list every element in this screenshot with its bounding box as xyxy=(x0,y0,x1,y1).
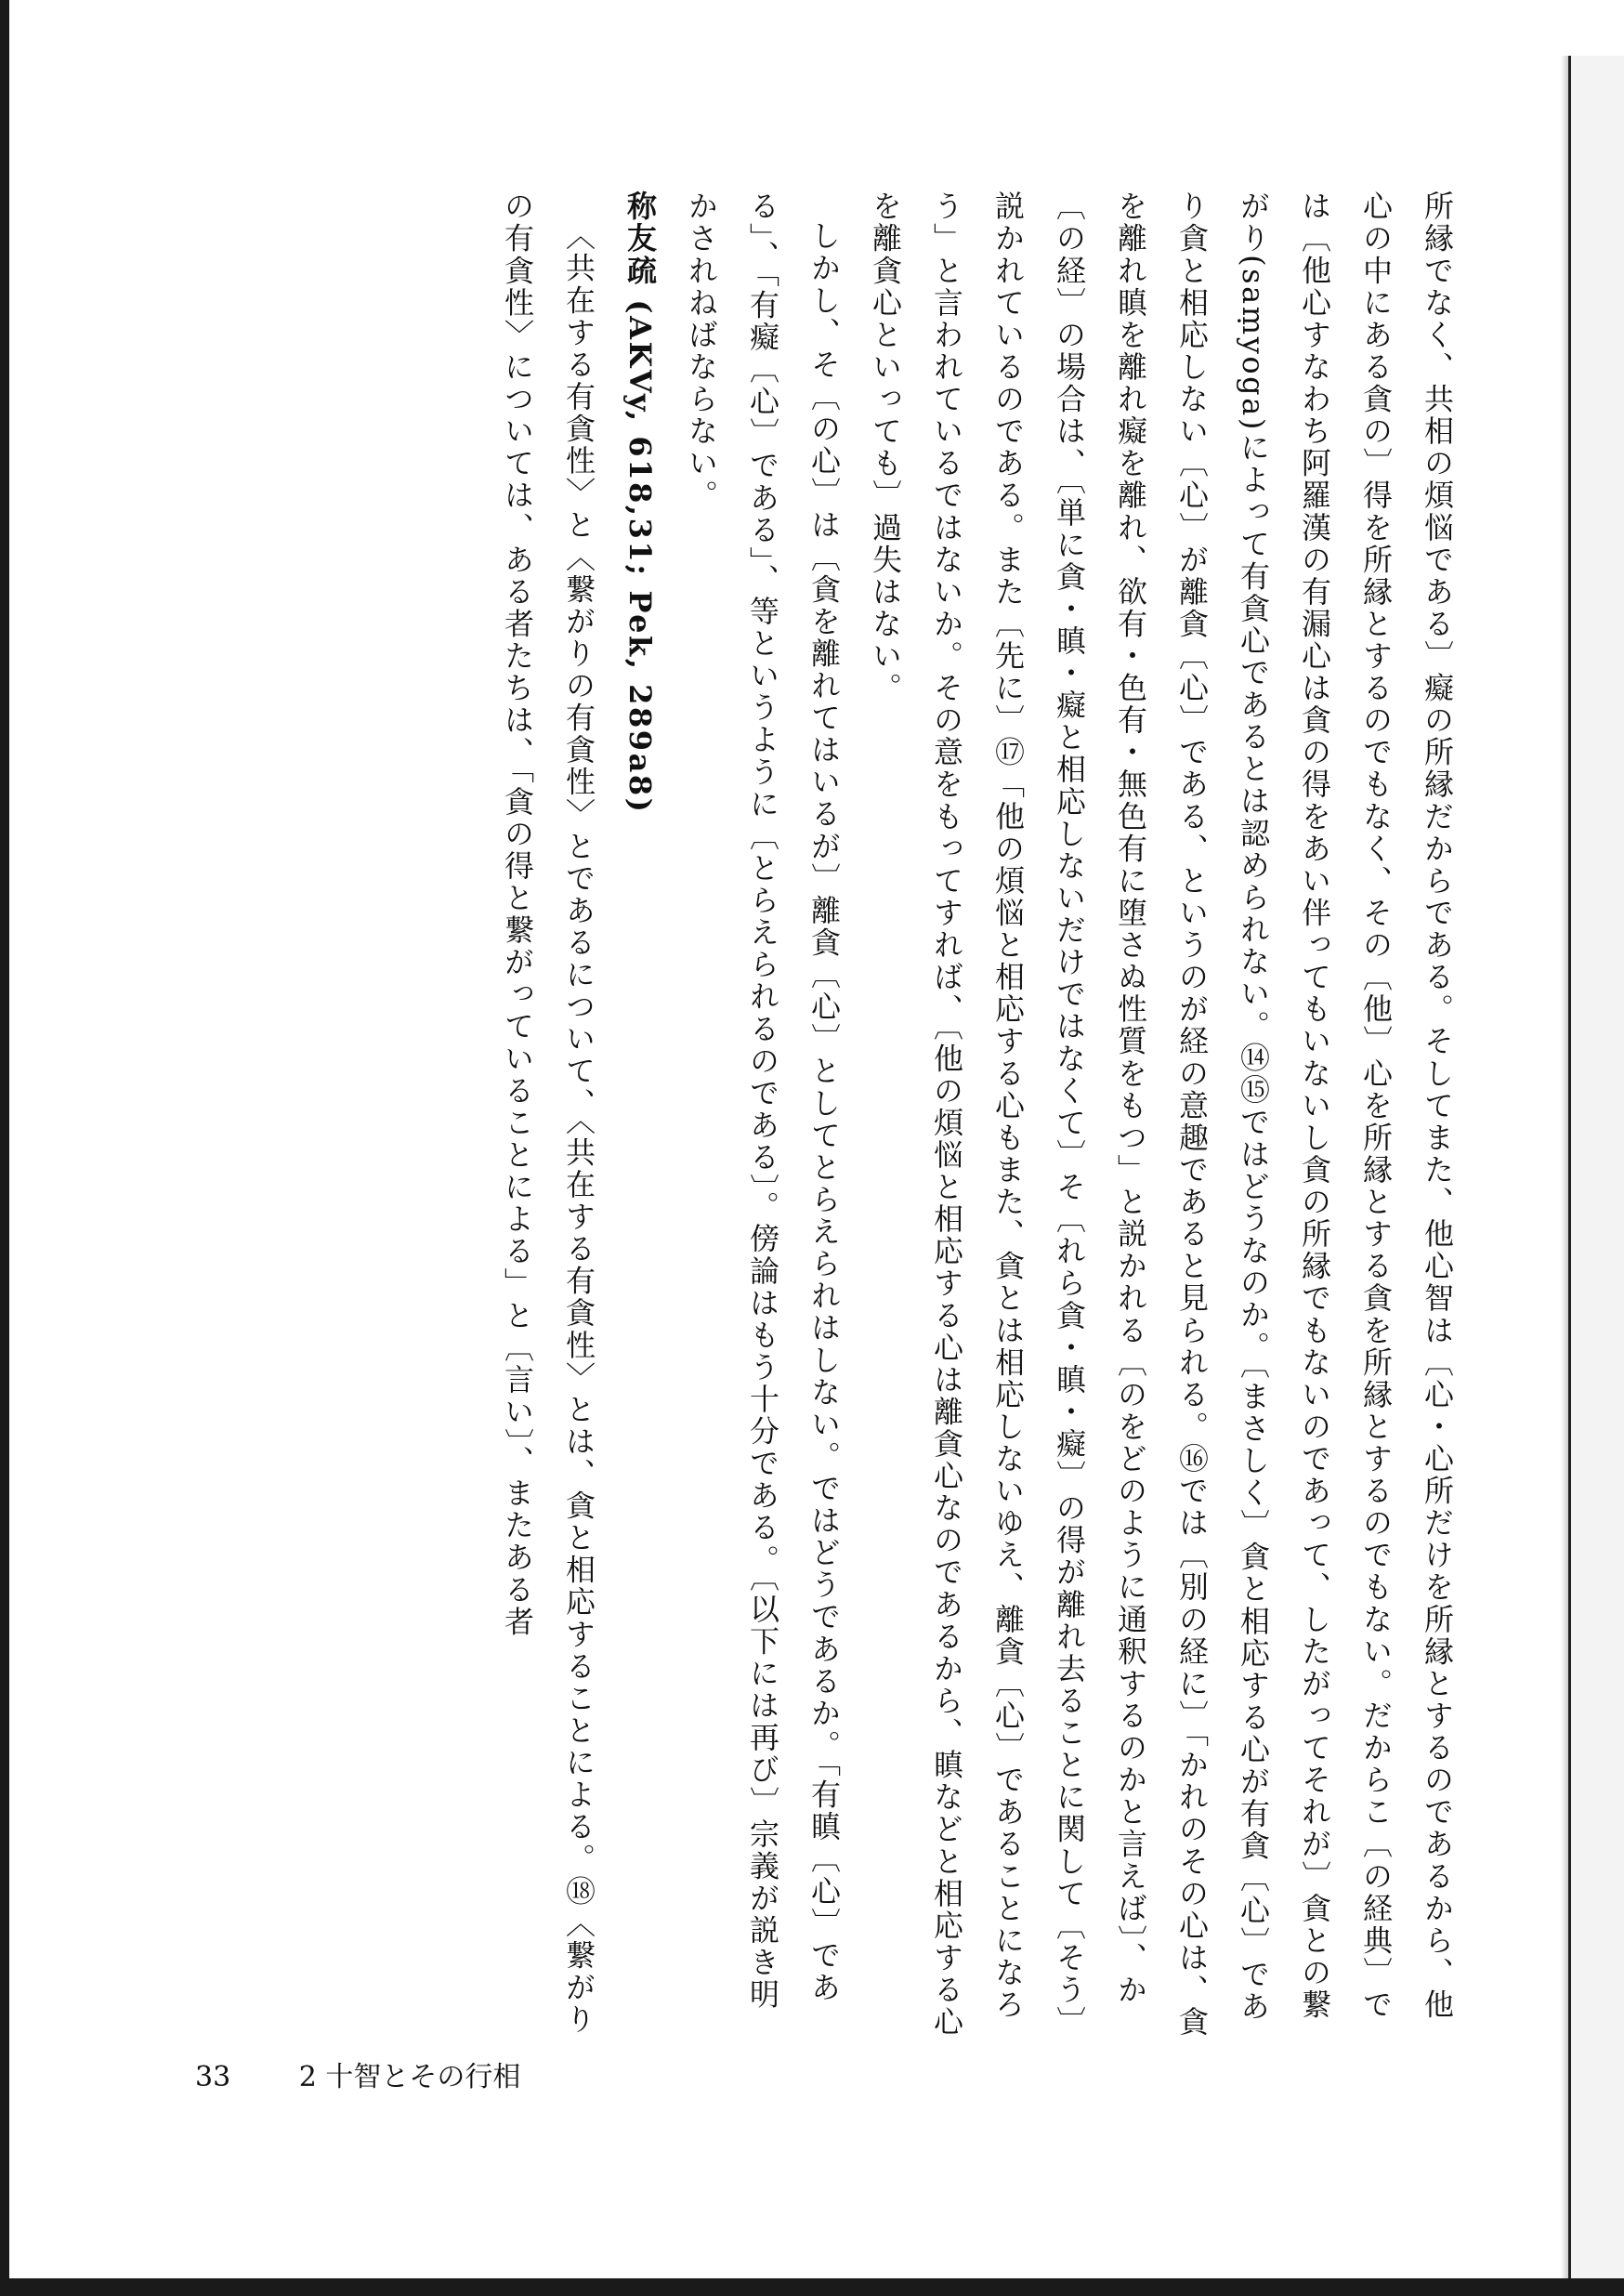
paragraph-1: 所縁でなく、共相の煩悩である〕癡の所縁だからである。そしてまた、他心智は〔心・心所だけを所縁とするのであるから、他心の中にある貪の〕得を所縁とするのでもなく、その〔他〕心を所縁とする貪を所縁とするのでもない。だからこ〔の経典〕では〔他心すなわち阿羅漢の有漏心は貪の得をあい伴ってもいないし貪の所縁でもないのであって、したがってそれが〕貪との繋がり(saṃyoga)によって有貪心であるとは認められない。⑭⑮ではどうなのか。〔まさしく〕貪と相応する心が有貪〔心〕であり貪と相応しない〔心〕が離貪〔心〕である、というのが経の意趣であると見られる。⑯では〔別の経に〕「かれのその心は、貪を離れ瞋を離れ癡を離れ、欲有・色有・無色有に堕さぬ性質をもつ」と説かれる〔のをどのように通釈するのかと言えば〕、か〔の経〕の場合は、〔単に貪・瞋・癡と相応しないだけではなくて〕そ〔れら貪・瞋・癡〕の得が離れ去ることに関して〔そう〕説かれているのである。また〔先に〕⑰「他の煩悩と相応する心もまた、貪とは相応しないゆえ、離貪〔心〕であることになろう」と言われているではないか。その意をもってすれば、〔他の煩悩と相応する心は離貪心なのであるから、瞋などと相応する心を離貪心といっても〕過失はない。 xyxy=(868,190,1455,2039)
vertical-text-body xyxy=(330,190,1468,2040)
page-fold-shadow xyxy=(1561,56,1568,2278)
scan-edge-bottom xyxy=(0,2278,1624,2296)
page-number: 33 xyxy=(195,2061,231,2093)
scan-edge-right xyxy=(1568,56,1624,2278)
paragraph-3: 〈共在する有貪性〉と〈繋がりの有貪性〉とであるについて、〈共在する有貪性〉とは、貪と相応することによる。⑱〈繋がりの有貪性〉については、ある者たちは、「貪の得と繋がっていることによる」と〔言い〕、またある者 xyxy=(500,190,596,2036)
page-footer xyxy=(195,2053,520,2094)
paragraph-2: しかし、そ〔の心〕は〔貪を離れてはいるが〕離貪〔心〕としてとらえられはしない。ではどうであるか。「有瞋〔心〕である」、「有癡〔心〕である」、等というように〔とらえられるのである〕。傍論はもう十分である。〔以下には再び〕宗義が説き明かされねばならない。 xyxy=(684,190,842,2012)
running-chapter-title: 2 十智とその行相 xyxy=(298,2061,521,2093)
scan-edge-left xyxy=(0,0,9,2296)
section-heading: 称友疏 (AKVy, 618,31; Pek, 289a8) xyxy=(622,190,658,815)
